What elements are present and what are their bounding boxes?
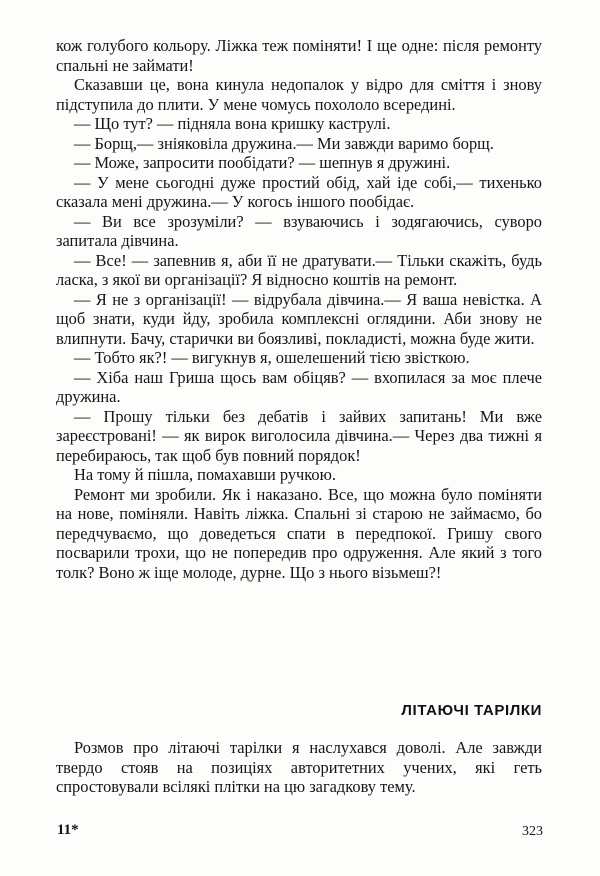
paragraph: — Що тут? — підняла вона кришку каструлі. xyxy=(74,114,391,133)
paragraph: Ремонт ми зробили. Як і наказано. Все, що можна було поміняти на нове, поміняли. Навіть ліжка. Спальні зі старою не займаємо, бо передчуваємо, що доведеться спати в передпокої. Гришу свого посварили трохи, що не попередив про одруження. Але який з того толк? Воно ж іще молоде, дурне. Що з нього візьмеш?! xyxy=(56,484,542,582)
paragraph: Сказавши це, вона кинула недопалок у відро для смiття і знову підступила до плити. У мене чомусь похололо всередині. xyxy=(56,75,542,114)
section-heading: ЛІТАЮЧІ ТАРІЛКИ xyxy=(401,702,542,719)
story-text-block xyxy=(56,36,542,582)
paragraph: — Ви все зрозуміли? — взуваючись і зодягаючись, суворо запитала дівчина. xyxy=(56,211,542,250)
paragraph: — Я не з організації! — відрубала дівчина.— Я ваша невістка. А щоб знати, куди йду, зробила комплексні оглядини. Аби знову не влипнути. Бачу, старички ви боязливі, покладисті, можна буде жити. xyxy=(56,289,542,348)
paragraph: — Все! — запевнив я, аби її не дратувати.— Тільки скажіть, будь ласка, з якої ви організації? Я відносно коштів на ремонт. xyxy=(56,250,542,289)
paragraph: Розмов про літаючі тарілки я наслухався доволі. Але завжди твердо стояв на позиціях авторитетних учених, які геть спростовували всілякі плітки на цю загадкову тему. xyxy=(56,738,542,796)
paragraph: — Тобто як?! — вигукнув я, ошелешений тією звісткою. xyxy=(74,348,470,367)
paragraph: — Борщ,— зніяковіла дружина.— Ми завжди варимо борщ. xyxy=(74,133,494,153)
next-section-text-block xyxy=(56,738,542,797)
paragraph: — У мене сьогодні дуже простий обід, хай іде собі,— тихенько сказала мені дружина.— У когось іншого пообідає. xyxy=(56,172,542,211)
paragraph: кож голубого кольору. Ліжка теж поміняти! І ще одне: після ремонту спальні не займати! xyxy=(56,36,542,75)
printer-signature-mark: 11* xyxy=(57,822,79,838)
page-number: 323 xyxy=(522,824,543,839)
paragraph: На тому й пішла, помахавши ручкою. xyxy=(74,465,336,484)
paragraph: — Може, запросити пообідати? — шепнув я дружині. xyxy=(74,153,451,172)
paragraph: — Прошу тільки без дебатів і зайвих запитань! Ми вже зареєстровані! — як вирок виголосила дівчина.— Через два тижні я перебираюсь, так щоб був повний порядок! xyxy=(56,406,542,465)
paragraph: — Хіба наш Гриша щось вам обіцяв? — вхопилася за моє плече дружина. xyxy=(56,367,542,406)
